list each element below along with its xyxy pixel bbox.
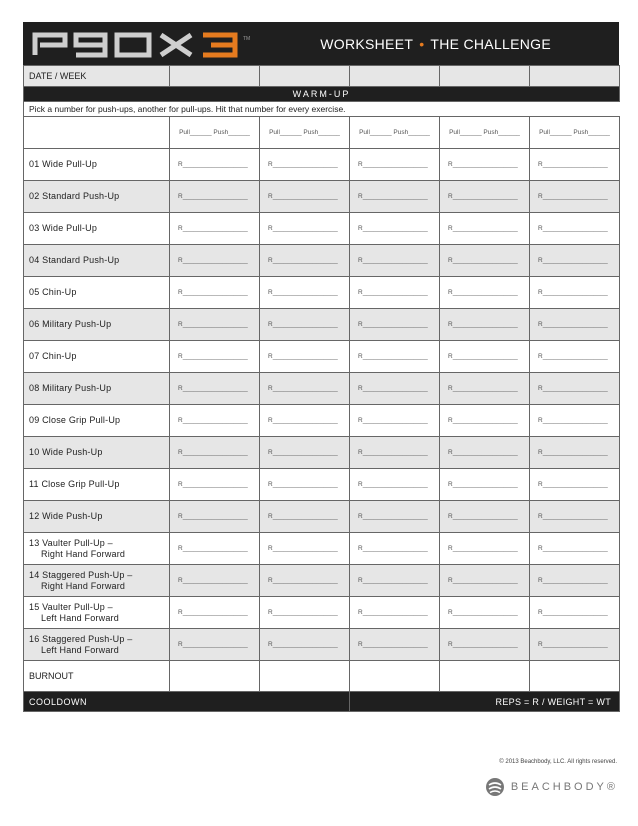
burnout-cell[interactable] — [350, 661, 440, 692]
pull-push-field[interactable]: Pull______ Push______ — [350, 117, 440, 149]
exercise-name-line1: 03 Wide Pull-Up — [29, 223, 98, 233]
exercise-row — [24, 341, 620, 373]
reps-field[interactable]: R__________________ — [530, 373, 620, 405]
exercise-row — [24, 245, 620, 277]
reps-field[interactable]: R__________________ — [350, 213, 440, 245]
exercise-name-line1: 13 Vaulter Pull-Up – — [29, 537, 113, 548]
reps-field[interactable]: R__________________ — [260, 149, 350, 181]
reps-field[interactable]: R__________________ — [260, 181, 350, 213]
exercise-row — [24, 181, 620, 213]
reps-field[interactable]: R__________________ — [530, 629, 620, 661]
reps-field[interactable]: R__________________ — [260, 341, 350, 373]
exercise-name-line2: Right Hand Forward — [41, 548, 126, 559]
exercise-name-line1: 05 Chin-Up — [29, 287, 77, 297]
exercise-name-line1: 08 Military Push-Up — [29, 383, 112, 393]
header-title — [320, 36, 551, 52]
reps-field[interactable]: R__________________ — [350, 277, 440, 309]
reps-field[interactable]: R__________________ — [440, 597, 530, 629]
date-cell[interactable] — [260, 66, 350, 87]
reps-field[interactable]: R__________________ — [350, 309, 440, 341]
exercise-name — [24, 245, 170, 277]
reps-field[interactable]: R__________________ — [260, 533, 350, 565]
exercise-name-line1: 15 Vaulter Pull-Up – — [29, 601, 113, 612]
exercise-name-line1: 02 Standard Push-Up — [29, 191, 120, 201]
exercise-name — [24, 373, 170, 405]
exercise-name — [24, 597, 170, 629]
reps-field[interactable]: R__________________ — [440, 245, 530, 277]
reps-field[interactable]: R__________________ — [260, 629, 350, 661]
exercise-name-line1: 04 Standard Push-Up — [29, 255, 120, 265]
reps-field[interactable]: R__________________ — [350, 373, 440, 405]
reps-field[interactable]: R__________________ — [170, 245, 260, 277]
reps-field[interactable]: R__________________ — [530, 149, 620, 181]
reps-field[interactable]: R__________________ — [350, 533, 440, 565]
reps-field[interactable]: R__________________ — [440, 373, 530, 405]
exercise-row — [24, 501, 620, 533]
reps-field[interactable]: R__________________ — [530, 405, 620, 437]
reps-field[interactable]: R__________________ — [530, 501, 620, 533]
reps-field[interactable]: R__________________ — [170, 629, 260, 661]
pull-push-field[interactable]: Pull______ Push______ — [440, 117, 530, 149]
exercise-name-line1: 12 Wide Push-Up — [29, 511, 103, 521]
reps-field[interactable]: R__________________ — [260, 469, 350, 501]
reps-field[interactable]: R__________________ — [170, 437, 260, 469]
worksheet — [23, 22, 619, 712]
reps-field[interactable]: R__________________ — [530, 341, 620, 373]
burnout-row — [24, 661, 620, 692]
beachbody-wordmark: BEACHBODY® — [510, 781, 618, 793]
exercise-name — [24, 565, 170, 597]
workout-table — [23, 65, 620, 712]
exercise-name-line1: 06 Military Push-Up — [29, 319, 112, 329]
burnout-cell[interactable] — [260, 661, 350, 692]
pull-push-field[interactable]: Pull______ Push______ — [260, 117, 350, 149]
exercise-row — [24, 565, 620, 597]
reps-field[interactable]: R__________________ — [260, 501, 350, 533]
date-row — [24, 66, 620, 87]
exercise-name — [24, 437, 170, 469]
exercise-row — [24, 373, 620, 405]
reps-field[interactable]: R__________________ — [350, 405, 440, 437]
exercise-row — [24, 149, 620, 181]
reps-field[interactable]: R__________________ — [530, 437, 620, 469]
reps-field[interactable]: R__________________ — [530, 597, 620, 629]
reps-field[interactable]: R__________________ — [350, 245, 440, 277]
reps-field[interactable]: R__________________ — [350, 501, 440, 533]
reps-field[interactable]: R__________________ — [530, 245, 620, 277]
reps-field[interactable]: R__________________ — [350, 181, 440, 213]
reps-field[interactable]: R__________________ — [260, 437, 350, 469]
exercise-row — [24, 309, 620, 341]
reps-field[interactable]: R__________________ — [530, 309, 620, 341]
reps-field[interactable]: R__________________ — [260, 373, 350, 405]
worksheet-label: WORKSHEET — [320, 36, 414, 52]
reps-field[interactable]: R__________________ — [440, 213, 530, 245]
exercise-name-line1: 14 Staggered Push-Up – — [29, 569, 133, 580]
reps-field[interactable]: R__________________ — [170, 149, 260, 181]
reps-field[interactable]: R__________________ — [440, 501, 530, 533]
reps-field[interactable]: R__________________ — [440, 277, 530, 309]
exercise-name-line1: 16 Staggered Push-Up – — [29, 633, 133, 644]
reps-field[interactable]: R__________________ — [170, 341, 260, 373]
reps-legend: REPS = R / WEIGHT = WT — [350, 692, 620, 712]
reps-field[interactable]: R__________________ — [350, 149, 440, 181]
reps-field[interactable]: R__________________ — [440, 533, 530, 565]
exercise-name — [24, 213, 170, 245]
exercise-row — [24, 597, 620, 629]
exercise-row — [24, 277, 620, 309]
reps-field[interactable]: R__________________ — [170, 373, 260, 405]
svg-text:TM: TM — [243, 36, 251, 42]
reps-field[interactable]: R__________________ — [530, 469, 620, 501]
reps-field[interactable]: R__________________ — [350, 437, 440, 469]
reps-field[interactable]: R__________________ — [260, 245, 350, 277]
cooldown-label: COOLDOWN — [24, 692, 350, 712]
reps-field[interactable]: R__________________ — [440, 565, 530, 597]
copyright-text: © 2013 Beachbody, LLC. All rights reserved. — [499, 759, 617, 765]
exercise-row — [24, 629, 620, 661]
burnout-cell[interactable] — [170, 661, 260, 692]
reps-field[interactable]: R__________________ — [530, 277, 620, 309]
exercise-name-line1: 11 Close Grip Pull-Up — [29, 479, 120, 489]
reps-field[interactable]: R__________________ — [440, 437, 530, 469]
p90x3-logo — [31, 30, 281, 58]
pull-push-row — [24, 117, 620, 149]
exercise-name — [24, 341, 170, 373]
exercise-row — [24, 469, 620, 501]
exercise-name-line2: Left Hand Forward — [41, 612, 119, 623]
beachbody-mark-icon — [485, 777, 505, 797]
exercise-name — [24, 501, 170, 533]
reps-field[interactable]: R__________________ — [170, 405, 260, 437]
exercise-name — [24, 181, 170, 213]
exercise-name-line2: Left Hand Forward — [41, 644, 119, 655]
header-bar — [23, 22, 619, 65]
reps-field[interactable]: R__________________ — [440, 405, 530, 437]
reps-field[interactable]: R__________________ — [260, 213, 350, 245]
exercise-name — [24, 405, 170, 437]
reps-field[interactable]: R__________________ — [350, 341, 440, 373]
reps-field[interactable]: R__________________ — [170, 181, 260, 213]
reps-field[interactable]: R__________________ — [350, 629, 440, 661]
exercise-name — [24, 469, 170, 501]
reps-field[interactable]: R__________________ — [260, 277, 350, 309]
reps-field[interactable]: R__________________ — [170, 309, 260, 341]
reps-field[interactable]: R__________________ — [170, 565, 260, 597]
date-cell[interactable] — [350, 66, 440, 87]
pull-push-field[interactable]: Pull______ Push______ — [170, 117, 260, 149]
exercise-row — [24, 213, 620, 245]
reps-field[interactable]: R__________________ — [440, 469, 530, 501]
exercise-name-line1: 01 Wide Pull-Up — [29, 159, 98, 169]
reps-field[interactable]: R__________________ — [170, 277, 260, 309]
title-separator: • — [419, 36, 425, 52]
date-cell[interactable] — [170, 66, 260, 87]
reps-field[interactable]: R__________________ — [530, 181, 620, 213]
exercise-name-line1: 09 Close Grip Pull-Up — [29, 415, 121, 425]
reps-field[interactable]: R__________________ — [530, 213, 620, 245]
reps-field[interactable]: R__________________ — [170, 533, 260, 565]
exercise-name-line1: 10 Wide Push-Up — [29, 447, 103, 457]
reps-field[interactable]: R__________________ — [170, 213, 260, 245]
exercise-name — [24, 309, 170, 341]
exercise-name — [24, 533, 170, 565]
reps-field[interactable]: R__________________ — [440, 181, 530, 213]
burnout-cell[interactable] — [440, 661, 530, 692]
reps-field[interactable]: R__________________ — [350, 469, 440, 501]
exercise-name — [24, 277, 170, 309]
cooldown-row — [24, 692, 620, 712]
pull-push-field[interactable]: Pull______ Push______ — [530, 117, 620, 149]
reps-field[interactable]: R__________________ — [440, 341, 530, 373]
date-cell[interactable] — [440, 66, 530, 87]
reps-field[interactable]: R__________________ — [530, 565, 620, 597]
reps-field[interactable]: R__________________ — [530, 533, 620, 565]
reps-field[interactable]: R__________________ — [350, 597, 440, 629]
burnout-label: BURNOUT — [24, 661, 170, 692]
beachbody-logo — [485, 776, 618, 798]
exercise-name — [24, 149, 170, 181]
reps-field[interactable]: R__________________ — [170, 597, 260, 629]
burnout-cell[interactable] — [530, 661, 620, 692]
instructions-row — [24, 102, 620, 117]
reps-field[interactable]: R__________________ — [260, 565, 350, 597]
warmup-row — [24, 87, 620, 102]
reps-field[interactable]: R__________________ — [260, 597, 350, 629]
exercise-name-line2: Right Hand Forward — [41, 580, 126, 591]
challenge-label: THE CHALLENGE — [430, 36, 551, 52]
date-week-label: DATE / WEEK — [24, 66, 170, 87]
exercise-row — [24, 437, 620, 469]
reps-field[interactable]: R__________________ — [440, 629, 530, 661]
warmup-label: WARM-UP — [24, 87, 620, 102]
instructions-text: Pick a number for push-ups, another for pull-ups. Hit that number for every exercise. — [24, 102, 620, 117]
reps-field[interactable]: R__________________ — [260, 309, 350, 341]
reps-field[interactable]: R__________________ — [170, 469, 260, 501]
exercise-row — [24, 405, 620, 437]
exercise-row — [24, 533, 620, 565]
reps-field[interactable]: R__________________ — [350, 565, 440, 597]
exercise-name — [24, 629, 170, 661]
blank-cell — [24, 117, 170, 149]
reps-field[interactable]: R__________________ — [260, 405, 350, 437]
reps-field[interactable]: R__________________ — [440, 149, 530, 181]
date-cell[interactable] — [530, 66, 620, 87]
reps-field[interactable]: R__________________ — [170, 501, 260, 533]
reps-field[interactable]: R__________________ — [440, 309, 530, 341]
exercise-name-line1: 07 Chin-Up — [29, 351, 77, 361]
